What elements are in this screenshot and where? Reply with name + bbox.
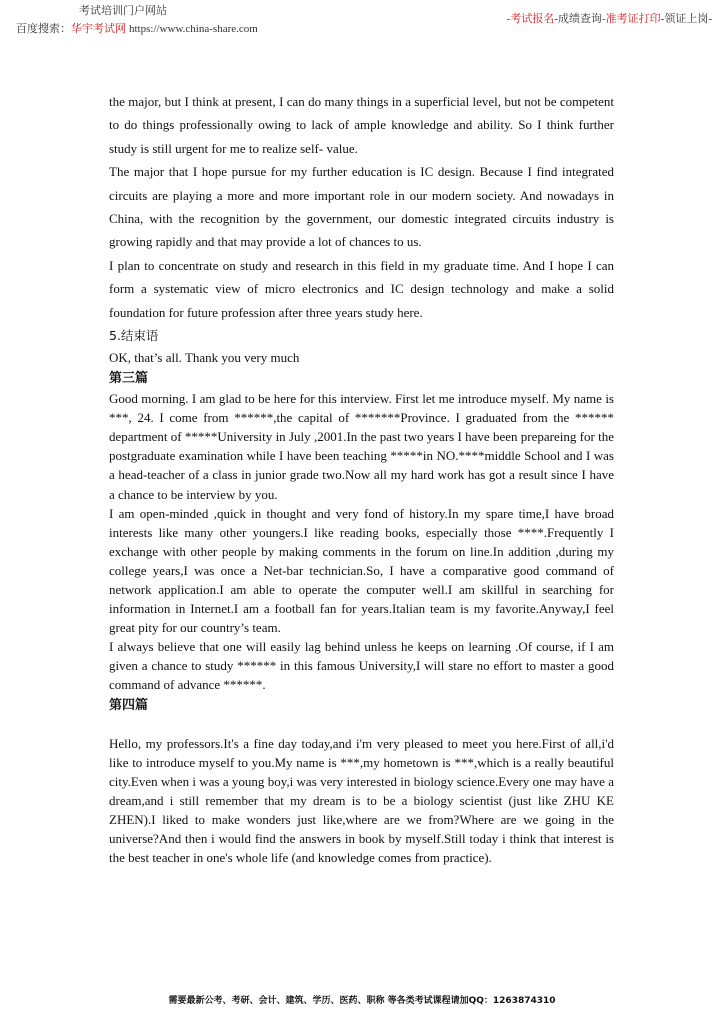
search-line bbox=[16, 20, 258, 36]
footer-ad: 需要最新公考、考研、会计、建筑、学历、医药、职称 等各类考试课程请加QQ：1263874310 bbox=[168, 996, 556, 1006]
link-exam-signup[interactable]: -考试报名 bbox=[506, 13, 555, 25]
paragraph: I always believe that one will easily lag behind unless he keeps on learning .Of course, if I am given a chance to study ****** in this famous University,I will stare no effort to master a good command of advance ******. bbox=[109, 639, 614, 693]
section-4 bbox=[109, 734, 614, 868]
section-1 bbox=[109, 90, 614, 368]
search-brand-link[interactable]: 华宇考试网 bbox=[71, 23, 126, 35]
site-name: 考试培训门户网站 bbox=[79, 5, 167, 17]
section-3 bbox=[109, 389, 614, 695]
section-3-title: 第三篇 bbox=[109, 371, 149, 387]
paragraph: I am open-minded ,quick in thought and very fond of history.In my spare time,I have broad interests like many other youngers.I like reading books, especially those ****.Frequently I exchange with other people by making comments in the forum on line.In addition ,during my college years,I was once a Net-bar technician.So, I have a comparative good command of network application.I am able to operate the computer well.I am skillful in searching for information in Internet.I am a football fan for years.Italian team is my favorite.Anyway,I feel great pity for our country’s team. bbox=[109, 505, 614, 636]
site-url[interactable]: https://www.china-share.com bbox=[129, 23, 258, 35]
closing-text: OK, that’s all. Thank you very much bbox=[109, 350, 300, 366]
document-body bbox=[109, 90, 614, 867]
spacer bbox=[109, 716, 614, 734]
link-certificate[interactable]: -领证上岗- bbox=[660, 13, 712, 25]
paragraph: Good morning. I am glad to be here for this interview. First let me introduce myself. My name is ***, 24. I come from ******,the capital of *******Province. I graduated from the ****** department of *****University in July ,2001.In the past two years I have been prepareing for the postgraduate examination while I have been teaching *****in NO.****middle School and I was a head-teacher of a class in junior grade two.Now all my hard work has got a result since I have a chance to be interview by you. bbox=[109, 391, 614, 502]
header-links bbox=[507, 10, 712, 26]
closing-heading: 5.结束语 bbox=[109, 328, 159, 344]
section-4-title: 第四篇 bbox=[109, 697, 149, 713]
paragraph: Hello, my professors.It's a fine day today,and i'm very pleased to meet you here.First of all,i'd like to introduce myself to you.My name is ***,my hometown is ***,which is a really beautiful city.Even when i was a young boy,i was very interested in biology science.Every one may have a dream,and i still remember that my dream is to be a biology scientist (just like ZHU KE ZHEN).I liked to make wonders just like,where are we from?Where are we going in the universe?And then i would find the answers in book by myself.Still today i think that interest is the best teacher in one's whole life (and knowledge comes from practice). bbox=[109, 735, 614, 866]
paragraph: the major, but I think at present, I can do many things in a superficial level, but not be competent to do things professionally owing to lack of ample knowledge and ability. So I think further study is still urgent for me to realize self- value. bbox=[109, 94, 614, 156]
search-prefix: 百度搜索： bbox=[16, 23, 71, 35]
link-admission-print[interactable]: -准考证打印 bbox=[602, 13, 661, 25]
paragraph: I plan to concentrate on study and research in this field in my graduate time. And I hope I can form a systematic view of micro electronics and IC design technology and make a solid foundation for future profession after three years study here. bbox=[109, 257, 614, 320]
paragraph: The major that I hope pursue for my further education is IC design. Because I find integrated circuits are playing a more and more important role in our modern society. And nowadays in China, with the recognition by the government, our domestic integrated circuits industry is growing rapidly and that may provide a lot of chances to us. bbox=[109, 164, 614, 250]
link-score-query[interactable]: -成绩查询 bbox=[554, 13, 602, 25]
